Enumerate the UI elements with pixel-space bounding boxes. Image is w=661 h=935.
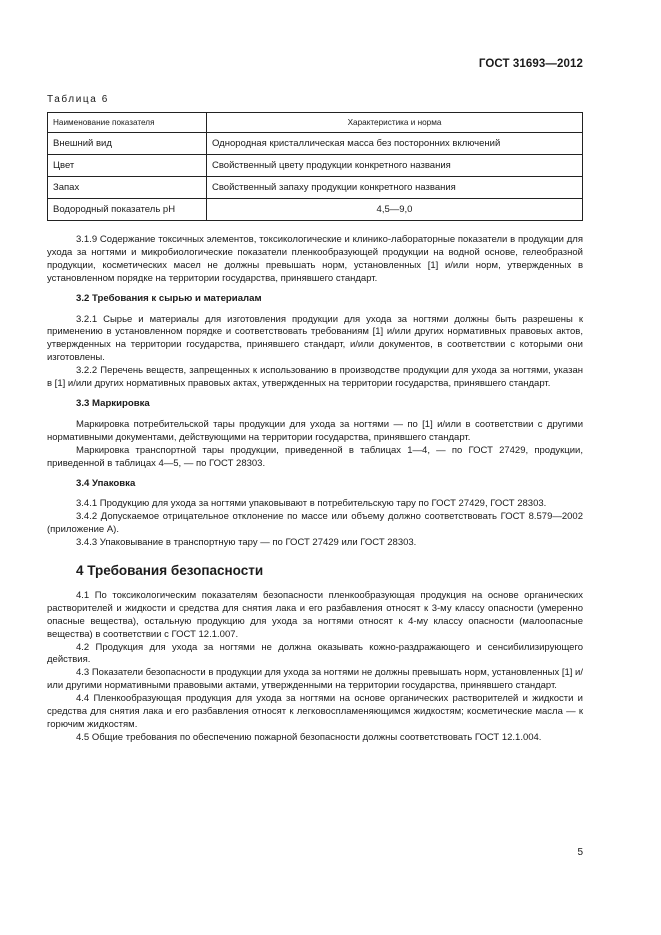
table-header-row [48, 113, 583, 133]
paragraph-3-2-2: 3.2.2 Перечень веществ, запрещенных к использованию в производстве продукции для ухода за ногтями, указан в [1] и/или других нормативных правовых актах, утвержденных на территории государства, принявшего стандарт. [47, 365, 583, 390]
row-name: Цвет [48, 155, 207, 177]
row-name: Внешний вид [48, 133, 207, 155]
indicators-table [47, 112, 583, 221]
row-value: Свойственный запаху продукции конкретного названия [207, 177, 583, 199]
paragraph-3-4-3: 3.4.3 Упаковывание в транспортную тару — по ГОСТ 27429 или ГОСТ 28303. [76, 537, 417, 549]
table-row [48, 155, 583, 177]
table-row [48, 177, 583, 199]
paragraph-4-1: 4.1 По токсикологическим показателям безопасности пленкообразующая продукция на основе органических растворителей и жидкости и средства для снятия лака и его разбавления относят к 3-му классу опасности (умеренно опасные вещества), остальную продукцию для ухода за ногтями относят к 4-му классу опасности (малоопасные вещества) в соответствии с ГОСТ 12.1.007. [47, 589, 583, 640]
table-row [48, 199, 583, 221]
row-value: Свойственный цвету продукции конкретного названия [207, 155, 583, 177]
document-code: ГОСТ 31693—2012 [478, 58, 583, 70]
section-heading-3-3: 3.3 Маркировка [76, 397, 150, 409]
paragraph-3-4-1: 3.4.1 Продукцию для ухода за ногтями упаковывают в потребительскую тару по ГОСТ 27429, ГОСТ 28303. [76, 498, 547, 510]
page-number: 5 [577, 847, 583, 858]
row-name: Водородный показатель рН [48, 199, 207, 221]
paragraph-3-2-1: 3.2.1 Сырье и материалы для изготовления продукции для ухода за ногтями должны быть разрешены к применению в установленном порядке и соответствовать требованиям [1] и/или других нормативных правовых актов, утвержденных на территории государства, принявшего стандарт, и/или документов, в соответствии с которыми они изготовлены. [47, 313, 583, 364]
row-value: Однородная кристаллическая масса без посторонних включений [207, 133, 583, 155]
document-body [47, 234, 583, 745]
paragraph-3-1-9: 3.1.9 Содержание токсичных элементов, токсикологические и клинико-лабораторные показатели в продукции для ухода за ногтями и микробиологические показатели пленкообразующей продукции на водной основе, гелеобразной продукции, косметических масел не должны превышать норм, установленных [1] и/или норм, утвержденных в установленном порядке на территории государства, принявшего стандарт. [47, 234, 583, 284]
paragraph-3-4-2: 3.4.2 Допускаемое отрицательное отклонение по массе или объему должно соответствовать ГОСТ 8.579—2002 (приложение А). [47, 511, 583, 536]
row-name: Запах [48, 177, 207, 199]
paragraph-4-4: 4.4 Пленкообразующая продукция для ухода за ногтями на основе органических растворителей и жидкости и средства для снятия лака и его разбавления относят к легковоспламеняющимся жидкостям; косметические масла — к горючим жидкостям. [47, 693, 583, 730]
paragraph-4-3: 4.3 Показатели безопасности в продукции для ухода за ногтями не должны превышать норм, установленных [1] и/или другими нормативными правовыми актами, утвержденными на территории государства, принявшего стандарт. [47, 667, 583, 692]
table-caption: Таблица 6 [47, 94, 109, 105]
section-heading-3-2: 3.2 Требования к сырью и материалам [76, 292, 262, 304]
section-heading-3-4: 3.4 Упаковка [76, 477, 136, 489]
paragraph-3-3-consumer-marking: Маркировка потребительской тары продукции для ухода за ногтями — по [1] и/или в соответствии с другими нормативными документами, действующими на территории государства, принявшего стандарт. [47, 418, 583, 443]
paragraph-3-3-transport-marking: Маркировка транспортной тары продукции, приведенной в таблицах 1—4, — по ГОСТ 27429, продукции, приведенной в таблицах 4—5, — по ГОСТ 28303. [47, 444, 583, 469]
paragraph-4-2: 4.2 Продукция для ухода за ногтями не должна оказывать кожно-раздражающего и сенсибилизирующего действия. [47, 641, 583, 666]
column-header-value: Характеристика и норма [207, 113, 583, 133]
section-heading-4: 4 Требования безопасности [76, 563, 264, 579]
row-value: 4,5—9,0 [207, 199, 583, 221]
table-row [48, 133, 583, 155]
column-header-name: Наименование показателя [48, 113, 207, 133]
paragraph-4-5: 4.5 Общие требования по обеспечению пожарной безопасности должны соответствовать ГОСТ 12.1.004. [76, 731, 542, 743]
